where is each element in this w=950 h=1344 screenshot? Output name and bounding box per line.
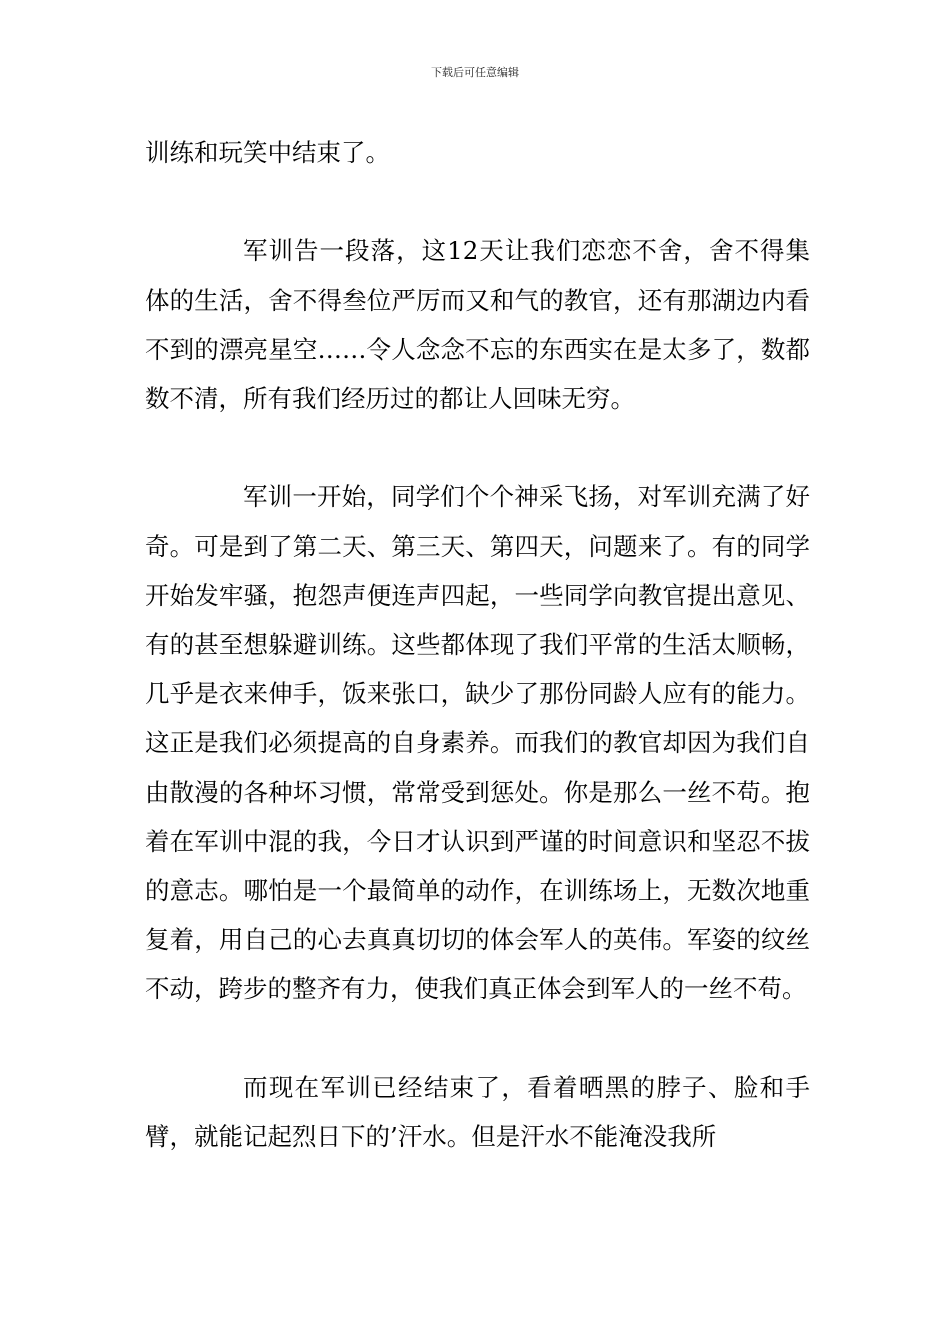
paragraph-continuation: 训练和玩笑中结束了。 <box>145 138 390 167</box>
paragraph: 而现在军训已经结束了，看着晒黑的脖子、脸和手臂，就能记起烈日下的’汗水。但是汗水不能淹没我所 <box>145 1072 810 1152</box>
paragraph: 军训告一段落，这12天让我们恋恋不舍，舍不得集体的生活，舍不得叁位严厉而又和气的教官，还有那湖边内看不到的漂亮星空……令人念念不忘的东西实在是太多了，数都数不清，所有我们经历过的都让人回味无穷。 <box>145 236 810 413</box>
document-body <box>145 128 810 1210</box>
paragraph: 军训一开始，同学们个个神采飞扬，对军训充满了好奇。可是到了第二天、第三天、第四天，问题来了。有的同学开始发牢骚，抱怨声便连声四起，一些同学向教官提出意见、有的甚至想躲避训练。这些都体现了我们平常的生活太顺畅，几乎是衣来伸手，饭来张口，缺少了那份同龄人应有的能力。这正是我们必须提高的自身素养。而我们的教官却因为我们自由散漫的各种坏习惯，常常受到惩处。你是那么一丝不苟。抱着在军训中混的我，今日才认识到严谨的时间意识和坚忍不拔的意志。哪怕是一个最简单的动作，在训练场上，无数次地重复着，用自己的心去真真切切的体会军人的英伟。军姿的纹丝不动，跨步的整齐有力，使我们真正体会到军人的一丝不苟。 <box>145 482 810 1004</box>
page-header: 下载后可任意编辑 <box>431 66 519 79</box>
